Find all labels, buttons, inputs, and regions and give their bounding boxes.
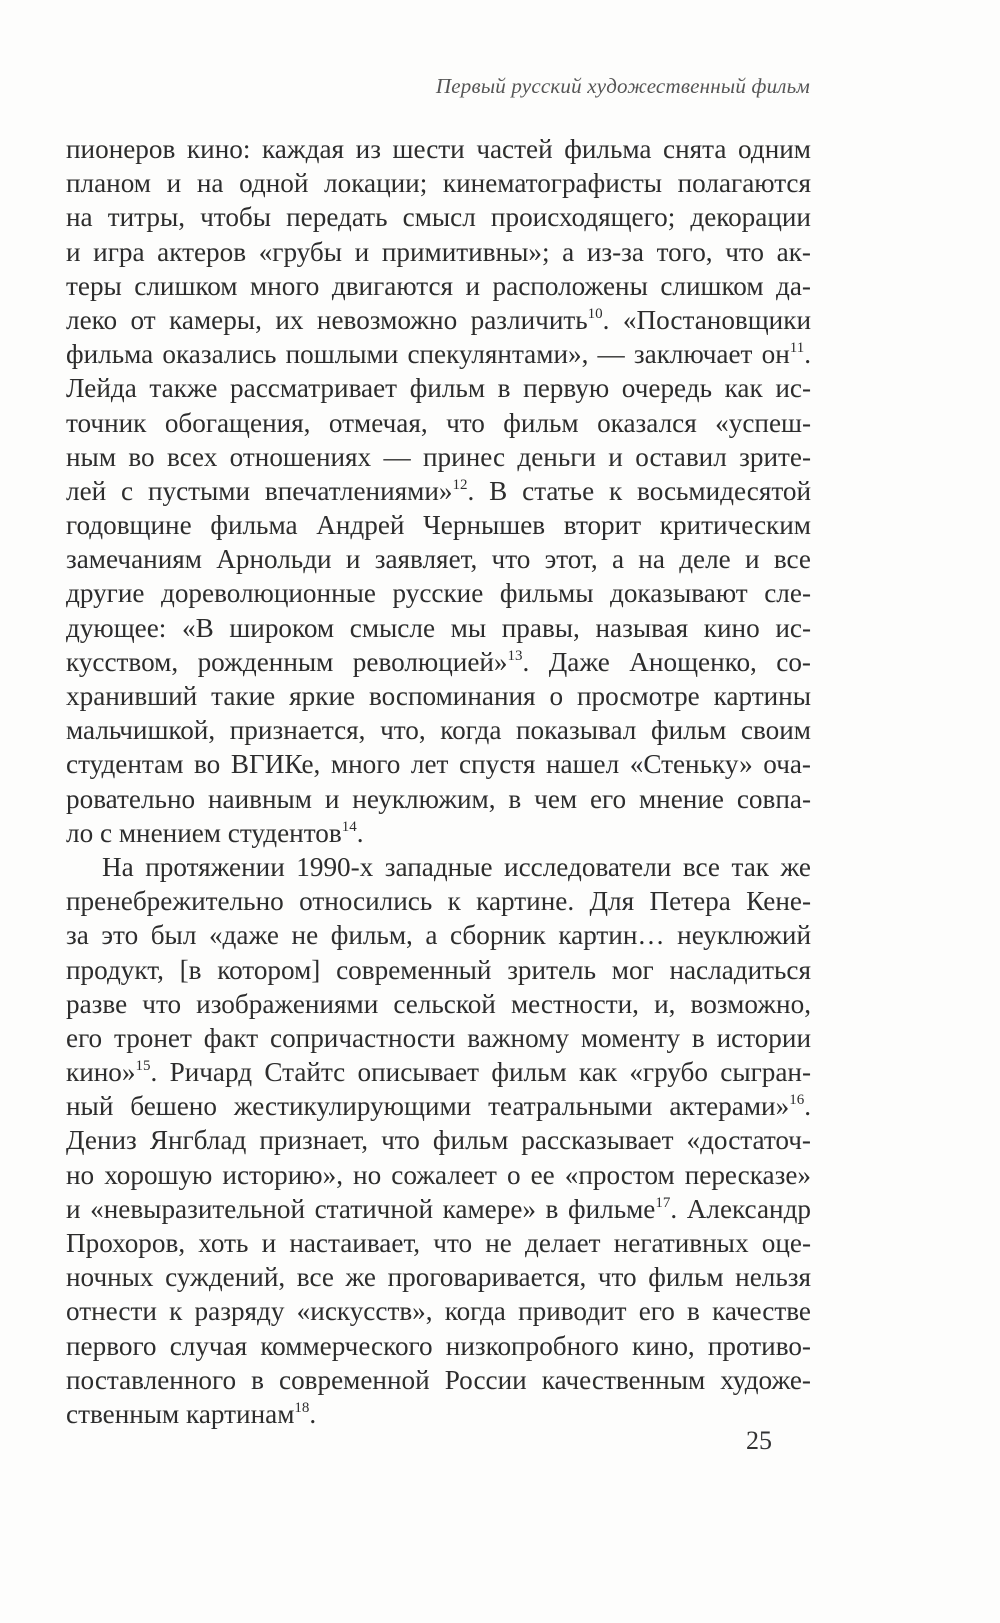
line-text: Прохоров, хоть и настаивает, что не делает негативных оце- [66,1228,811,1258]
text-line [66,679,811,713]
line-text-continued: . [804,1091,811,1122]
text-line [66,987,811,1021]
text-line [66,1397,811,1431]
text-line [66,303,811,337]
text-line [66,406,811,440]
line-text: на титры, чтобы передать смысл происходящего; декорации [66,202,811,233]
text-line [66,782,811,816]
text-line [66,235,811,269]
text-line [66,1021,811,1055]
line-text-continued: . Даже Анощенко, со- [522,646,811,677]
line-text: за это был «даже не фильм, а сборник картин… неуклюжий [66,920,811,951]
text-line [66,1055,811,1089]
line-text: ственным картинам [66,1398,295,1429]
paragraph [66,132,811,850]
line-text-continued: . Ричард Стайтс описывает фильм как «грубо сыгран- [150,1057,811,1088]
line-text: годовщине фильма Андрей Чернышев вторит критическим [66,510,811,541]
line-text-continued: . В статье к восьмидесятой [467,475,811,506]
line-text: первого случая коммерческого низкопробного кино, противо- [66,1330,811,1361]
line-text: хранивший такие яркие воспоминания о просмотре картины [66,681,811,711]
text-line [66,269,811,303]
text-line [66,371,811,405]
line-text: ночных суждений, все же проговаривается, что фильм нельзя [66,1262,811,1293]
text-line [66,1089,811,1123]
text-line [66,1158,811,1192]
text-line [66,1192,811,1226]
text-line [66,542,811,576]
line-text: леко от камеры, их невозможно различить [66,304,588,335]
line-text: На протяжении 1990-х западные исследователи все так же [102,851,811,882]
line-text: ным во всех отношениях — принес деньги и оставил зрите- [66,441,811,472]
line-text: замечаниям Арнольди и заявляет, что этот, а на деле и все [66,544,811,575]
line-text: и игра актеров «грубы и примитивны»; а из-за того, что ак- [66,236,811,267]
line-text: кино» [66,1057,136,1088]
line-text: его тронет факт сопричастности важному моменту в истории [66,1022,811,1053]
line-text: ло с мнением студентов [66,817,342,848]
line-text: ровательно наивным и неуклюжим, в чем его мнение совпа- [66,783,811,814]
text-line [66,1294,811,1328]
text-line [66,850,811,884]
text-line [66,713,811,747]
line-text-continued: . [804,339,811,370]
footnote-ref: 15 [135,1058,151,1075]
text-line [66,474,811,508]
text-line [66,508,811,542]
line-text: и «невыразительной статичной камере» в фильме [66,1193,656,1224]
text-line [66,953,811,987]
line-text: другие дореволюционные русские фильмы доказывают сле- [66,578,811,609]
text-line [66,1123,811,1157]
footnote-ref: 11 [789,340,805,357]
line-text: фильма оказались пошлыми спекулянтами», — заключает он [66,339,790,370]
line-text-continued: . «Постановщики [602,304,811,335]
footnote-ref: 17 [655,1194,671,1211]
line-text-continued: . [356,817,364,848]
line-text: мальчишкой, признается, что, когда показывал фильм своим [66,715,811,746]
footnote-ref: 14 [341,818,357,835]
line-text: лей с пустыми впечатлениями» [66,475,453,506]
line-text: Лейда также рассматривает фильм в первую очередь как ис- [66,373,811,404]
line-text: планом и на одной локации; кинематографисты полагаются [66,168,811,199]
text-line [66,918,811,952]
line-text: теры слишком много двигаются и расположены слишком да- [66,270,811,301]
line-text: поставленного в современной России качественным художе- [66,1364,811,1395]
page-number: 25 [746,1426,772,1455]
line-text: Дениз Янгблад признает, что фильм рассказывает «достаточ- [66,1125,811,1156]
text-line [66,200,811,234]
text-line [66,440,811,474]
text-line [66,576,811,610]
text-line [66,1260,811,1294]
line-text: пренебрежительно относились к картине. Для Петера Кене- [66,886,811,917]
text-line [66,747,811,781]
line-text: но хорошую историю», но сожалеет о ее «простом пересказе» [66,1159,811,1190]
line-text: продукт, [в котором] современный зритель мог насладиться [66,954,811,985]
footnote-ref: 16 [789,1092,805,1109]
text-line [66,1329,811,1363]
text-line [66,1363,811,1397]
running-header: Первый русский художественный фильм [435,74,810,98]
line-text: точник обогащения, отмечая, что фильм оказался «успеш- [66,407,811,438]
text-line [66,132,811,166]
body-text [66,132,811,1431]
footnote-ref: 10 [587,305,603,322]
text-line [66,611,811,645]
line-text-continued: . Александр [670,1193,811,1224]
line-text: пионеров кино: каждая из шести частей фильма снята одним [66,134,811,164]
text-line [66,337,811,371]
line-text: дующее: «В широком смысле мы правы, называя кино ис- [66,612,811,643]
text-line [66,1226,811,1260]
footnote-ref: 18 [294,1399,310,1416]
text-line [66,884,811,918]
text-line [66,166,811,200]
line-text: студентам во ВГИКе, много лет спустя нашел «Стеньку» оча- [66,749,811,780]
footnote-ref: 12 [452,476,468,493]
line-text: отнести к разряду «искусств», когда приводит его в качестве [66,1296,811,1327]
line-text: разве что изображениями сельской местности, и, возможно, [66,988,811,1019]
text-line [66,816,811,850]
line-text-continued: . [309,1398,317,1429]
line-text: ный бешено жестикулирующими театральными актерами» [66,1091,790,1122]
paragraph [66,850,811,1431]
line-text: кусством, рожденным революцией» [66,646,508,677]
footnote-ref: 13 [507,647,523,664]
text-line [66,645,811,679]
